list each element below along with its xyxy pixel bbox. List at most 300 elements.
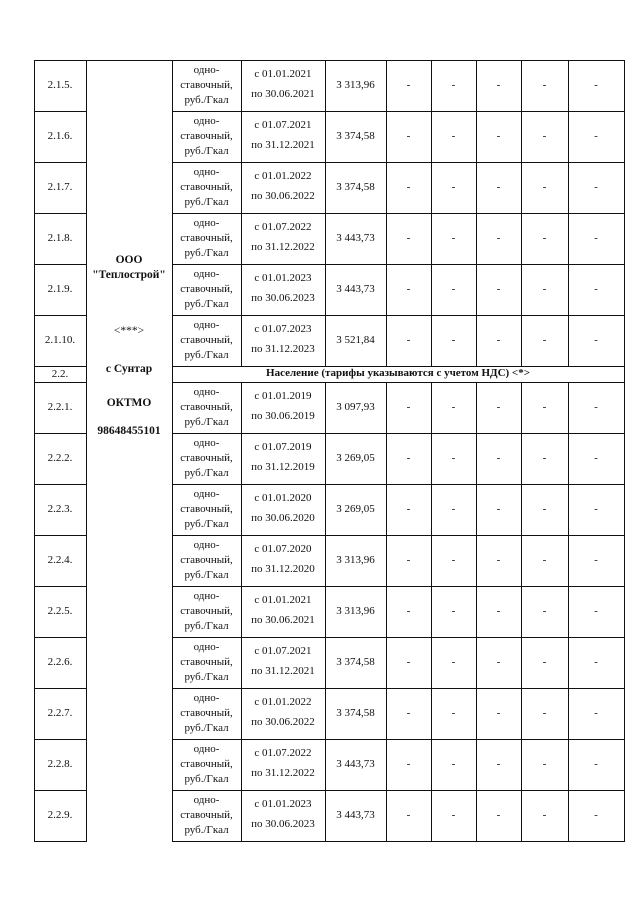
- tariff-type-line: руб./Гкал: [184, 722, 229, 734]
- column-divider: [568, 586, 569, 637]
- tariff-value: 3 443,73: [336, 283, 375, 295]
- tariff-type-line: одно-: [193, 437, 220, 449]
- empty-value-dash: -: [496, 452, 501, 464]
- column-divider: [241, 637, 242, 688]
- column-divider: [241, 790, 242, 841]
- tariff-type-line: ставочный,: [180, 283, 233, 295]
- empty-value-dash: -: [542, 503, 547, 515]
- row-number: 2.2.2.: [47, 452, 73, 464]
- column-divider: [386, 433, 387, 484]
- empty-value-dash: -: [406, 809, 411, 821]
- tariff-period: [241, 213, 325, 264]
- period-to: по 31.12.2021: [251, 665, 315, 678]
- tariff-type-line: руб./Гкал: [184, 349, 229, 361]
- column-divider: [431, 382, 432, 433]
- tariff-type-line: руб./Гкал: [184, 416, 229, 428]
- row-number: 2.2.4.: [47, 554, 73, 566]
- column-divider: [241, 739, 242, 790]
- column-divider: [325, 535, 326, 586]
- tariff-type-line: ставочный,: [180, 79, 233, 91]
- column-divider: [386, 60, 387, 111]
- empty-value-dash: -: [542, 809, 547, 821]
- tariff-type-line: одно-: [193, 268, 220, 280]
- period-to: по 31.12.2022: [251, 767, 315, 780]
- tariff-value: 3 521,84: [336, 334, 375, 346]
- column-divider: [521, 433, 522, 484]
- column-divider: [241, 264, 242, 315]
- tariff-type-line: ставочный,: [180, 130, 233, 142]
- column-divider: [241, 535, 242, 586]
- empty-value-dash: -: [406, 232, 411, 244]
- empty-value-dash: -: [406, 181, 411, 193]
- period-to: по 30.06.2022: [251, 716, 315, 729]
- empty-value-dash: -: [542, 707, 547, 719]
- row-number: 2.2.7.: [47, 707, 73, 719]
- column-divider: [476, 586, 477, 637]
- tariff-type-line: ставочный,: [180, 605, 233, 617]
- column-divider: [568, 484, 569, 535]
- column-divider: [476, 535, 477, 586]
- period-to: по 30.06.2023: [251, 292, 315, 305]
- section-number: 2.2.: [51, 367, 69, 380]
- tariff-type-line: одно-: [193, 319, 220, 331]
- column-divider: [476, 111, 477, 162]
- column-divider: [431, 60, 432, 111]
- column-divider: [521, 790, 522, 841]
- column-divider: [521, 586, 522, 637]
- tariff-type-line: одно-: [193, 166, 220, 178]
- tariff-type-line: одно-: [193, 386, 220, 398]
- row-number: 2.1.7.: [47, 181, 73, 193]
- empty-value-dash: -: [451, 605, 456, 617]
- column-divider: [476, 382, 477, 433]
- tariff-type-line: руб./Гкал: [184, 671, 229, 683]
- empty-value-dash: -: [496, 181, 501, 193]
- column-divider: [34, 60, 35, 842]
- tariff-type-line: ставочный,: [180, 181, 233, 193]
- column-divider: [241, 586, 242, 637]
- period-from: с 01.01.2022: [254, 695, 312, 708]
- empty-value-dash: -: [542, 554, 547, 566]
- column-divider: [241, 484, 242, 535]
- column-divider: [521, 264, 522, 315]
- column-divider: [172, 60, 173, 842]
- tariff-type-line: руб./Гкал: [184, 518, 229, 530]
- column-divider: [476, 315, 477, 366]
- tariff-value: 3 269,05: [336, 503, 375, 515]
- tariff-type-line: руб./Гкал: [184, 467, 229, 479]
- column-divider: [386, 586, 387, 637]
- tariff-type: [172, 739, 241, 790]
- column-divider: [476, 162, 477, 213]
- column-divider: [521, 382, 522, 433]
- period-from: с 01.01.2023: [254, 271, 312, 284]
- table-top-border: [34, 60, 624, 61]
- tariff-period: [241, 264, 325, 315]
- tariff-type-line: руб./Гкал: [184, 196, 229, 208]
- column-divider: [476, 688, 477, 739]
- column-divider: [386, 315, 387, 366]
- empty-value-dash: -: [594, 758, 598, 770]
- org-name-line1: ООО: [115, 254, 143, 266]
- column-divider: [386, 688, 387, 739]
- empty-value-dash: -: [542, 181, 547, 193]
- empty-value-dash: -: [496, 334, 501, 346]
- column-divider: [476, 60, 477, 111]
- tariff-type-line: одно-: [193, 115, 220, 127]
- empty-value-dash: -: [406, 503, 411, 515]
- column-divider: [568, 739, 569, 790]
- column-divider: [325, 484, 326, 535]
- period-from: с 01.07.2021: [254, 118, 312, 131]
- empty-value-dash: -: [594, 656, 598, 668]
- tariff-type-line: ставочный,: [180, 707, 233, 719]
- org-oktmo-label: ОКТМО: [106, 397, 152, 409]
- column-divider: [521, 213, 522, 264]
- period-to: по 30.06.2019: [251, 410, 315, 423]
- period-to: по 30.06.2020: [251, 512, 315, 525]
- column-divider: [568, 111, 569, 162]
- empty-value-dash: -: [594, 605, 598, 617]
- empty-value-dash: -: [496, 79, 501, 91]
- column-divider: [568, 535, 569, 586]
- period-to: по 30.06.2022: [251, 190, 315, 203]
- column-divider: [86, 60, 87, 842]
- tariff-period: [241, 382, 325, 433]
- empty-value-dash: -: [496, 809, 501, 821]
- column-divider: [431, 484, 432, 535]
- empty-value-dash: -: [451, 401, 456, 413]
- column-divider: [386, 162, 387, 213]
- empty-value-dash: -: [542, 656, 547, 668]
- column-divider: [568, 213, 569, 264]
- empty-value-dash: -: [451, 452, 456, 464]
- column-divider: [521, 315, 522, 366]
- tariff-type-line: одно-: [193, 641, 220, 653]
- empty-value-dash: -: [451, 503, 456, 515]
- tariff-type-line: одно-: [193, 692, 220, 704]
- empty-value-dash: -: [542, 232, 547, 244]
- empty-value-dash: -: [594, 452, 598, 464]
- column-divider: [521, 688, 522, 739]
- column-divider: [386, 213, 387, 264]
- tariff-type-line: одно-: [193, 64, 220, 76]
- tariff-type-line: ставочный,: [180, 232, 233, 244]
- column-divider: [325, 739, 326, 790]
- period-from: с 01.01.2021: [254, 593, 312, 606]
- row-number: 2.2.9.: [47, 809, 73, 821]
- row-divider: [172, 841, 624, 842]
- empty-value-dash: -: [406, 554, 411, 566]
- tariff-type: [172, 484, 241, 535]
- empty-value-dash: -: [594, 401, 598, 413]
- empty-value-dash: -: [451, 232, 456, 244]
- empty-value-dash: -: [594, 809, 598, 821]
- tariff-period: [241, 637, 325, 688]
- tariff-type-line: руб./Гкал: [184, 247, 229, 259]
- tariff-type-line: одно-: [193, 743, 220, 755]
- tariff-type-line: ставочный,: [180, 503, 233, 515]
- period-from: с 01.01.2022: [254, 169, 312, 182]
- column-divider: [568, 382, 569, 433]
- column-divider: [568, 790, 569, 841]
- tariff-type-line: ставочный,: [180, 809, 233, 821]
- period-from: с 01.01.2020: [254, 491, 312, 504]
- tariff-value: 3 269,05: [336, 452, 375, 464]
- column-divider: [476, 790, 477, 841]
- column-divider: [386, 535, 387, 586]
- empty-value-dash: -: [451, 656, 456, 668]
- tariff-type-line: ставочный,: [180, 656, 233, 668]
- empty-value-dash: -: [496, 707, 501, 719]
- tariff-value: 3 443,73: [336, 232, 375, 244]
- empty-value-dash: -: [542, 401, 547, 413]
- empty-value-dash: -: [594, 130, 598, 142]
- tariff-type-line: руб./Гкал: [184, 145, 229, 157]
- tariff-type: [172, 162, 241, 213]
- period-to: по 31.12.2021: [251, 139, 315, 152]
- tariff-period: [241, 60, 325, 111]
- row-number: 2.1.10.: [44, 334, 76, 346]
- tariff-value: 3 374,58: [336, 130, 375, 142]
- column-divider: [431, 315, 432, 366]
- column-divider: [325, 688, 326, 739]
- period-to: по 30.06.2021: [251, 614, 315, 627]
- column-divider: [521, 162, 522, 213]
- column-divider: [325, 382, 326, 433]
- empty-value-dash: -: [542, 130, 547, 142]
- empty-value-dash: -: [406, 707, 411, 719]
- column-divider: [568, 162, 569, 213]
- row-number: 2.2.8.: [47, 758, 73, 770]
- tariff-type: [172, 315, 241, 366]
- empty-value-dash: -: [406, 605, 411, 617]
- column-divider: [386, 264, 387, 315]
- empty-value-dash: -: [406, 79, 411, 91]
- empty-value-dash: -: [496, 232, 501, 244]
- empty-value-dash: -: [496, 503, 501, 515]
- column-divider: [568, 60, 569, 111]
- empty-value-dash: -: [594, 283, 598, 295]
- column-divider: [431, 535, 432, 586]
- empty-value-dash: -: [496, 554, 501, 566]
- row-number: 2.1.8.: [47, 232, 73, 244]
- empty-value-dash: -: [542, 334, 547, 346]
- period-from: с 01.01.2023: [254, 797, 312, 810]
- tariff-type: [172, 586, 241, 637]
- period-to: по 31.12.2019: [251, 461, 315, 474]
- empty-value-dash: -: [451, 809, 456, 821]
- column-divider: [624, 60, 625, 842]
- column-divider: [431, 433, 432, 484]
- empty-value-dash: -: [406, 401, 411, 413]
- tariff-type: [172, 637, 241, 688]
- period-from: с 01.01.2021: [254, 67, 312, 80]
- tariff-period: [241, 315, 325, 366]
- empty-value-dash: -: [406, 334, 411, 346]
- tariff-type-line: руб./Гкал: [184, 620, 229, 632]
- tariff-type-line: одно-: [193, 217, 220, 229]
- column-divider: [325, 162, 326, 213]
- period-from: с 01.07.2019: [254, 440, 312, 453]
- row-number: 2.2.5.: [47, 605, 73, 617]
- empty-value-dash: -: [594, 181, 598, 193]
- tariff-type-line: руб./Гкал: [184, 94, 229, 106]
- tariff-type-line: ставочный,: [180, 334, 233, 346]
- column-divider: [568, 688, 569, 739]
- column-divider: [241, 60, 242, 111]
- empty-value-dash: -: [594, 707, 598, 719]
- empty-value-dash: -: [451, 758, 456, 770]
- column-divider: [431, 162, 432, 213]
- tariff-type-line: одно-: [193, 539, 220, 551]
- column-divider: [241, 315, 242, 366]
- column-divider: [568, 433, 569, 484]
- tariff-type-line: одно-: [193, 794, 220, 806]
- tariff-period: [241, 484, 325, 535]
- column-divider: [521, 739, 522, 790]
- column-divider: [431, 213, 432, 264]
- period-to: по 31.12.2020: [251, 563, 315, 576]
- empty-value-dash: -: [451, 707, 456, 719]
- column-divider: [521, 60, 522, 111]
- period-from: с 01.01.2019: [254, 389, 312, 402]
- empty-value-dash: -: [406, 452, 411, 464]
- tariff-value: 3 443,73: [336, 758, 375, 770]
- tariff-type: [172, 433, 241, 484]
- empty-value-dash: -: [542, 605, 547, 617]
- tariff-period: [241, 586, 325, 637]
- tariff-period: [241, 535, 325, 586]
- empty-value-dash: -: [451, 554, 456, 566]
- empty-value-dash: -: [496, 283, 501, 295]
- org-settlement: с Сунтар: [105, 363, 153, 375]
- tariff-type: [172, 535, 241, 586]
- column-divider: [325, 111, 326, 162]
- tariff-type-line: ставочный,: [180, 554, 233, 566]
- empty-value-dash: -: [542, 79, 547, 91]
- empty-value-dash: -: [594, 554, 598, 566]
- column-divider: [241, 162, 242, 213]
- empty-value-dash: -: [451, 334, 456, 346]
- empty-value-dash: -: [542, 758, 547, 770]
- row-number: 2.1.5.: [47, 79, 73, 91]
- column-divider: [431, 637, 432, 688]
- column-divider: [521, 484, 522, 535]
- column-divider: [241, 382, 242, 433]
- row-number: 2.2.3.: [47, 503, 73, 515]
- tariff-type-line: ставочный,: [180, 452, 233, 464]
- empty-value-dash: -: [451, 283, 456, 295]
- column-divider: [386, 382, 387, 433]
- empty-value-dash: -: [496, 758, 501, 770]
- tariff-value: 3 443,73: [336, 809, 375, 821]
- tariff-period: [241, 739, 325, 790]
- column-divider: [325, 433, 326, 484]
- empty-value-dash: -: [496, 130, 501, 142]
- row-number: 2.2.6.: [47, 656, 73, 668]
- row-number: 2.1.9.: [47, 283, 73, 295]
- column-divider: [521, 535, 522, 586]
- period-from: с 01.07.2020: [254, 542, 312, 555]
- column-divider: [241, 688, 242, 739]
- tariff-type: [172, 790, 241, 841]
- column-divider: [386, 739, 387, 790]
- column-divider: [476, 264, 477, 315]
- empty-value-dash: -: [594, 79, 598, 91]
- tariff-type: [172, 111, 241, 162]
- column-divider: [386, 637, 387, 688]
- column-divider: [325, 213, 326, 264]
- org-marker: <***>: [113, 325, 145, 337]
- period-to: по 31.12.2022: [251, 241, 315, 254]
- row-divider: [34, 841, 86, 842]
- column-divider: [431, 264, 432, 315]
- tariff-value: 3 313,96: [336, 554, 375, 566]
- tariff-type: [172, 264, 241, 315]
- tariff-value: 3 374,58: [336, 181, 375, 193]
- column-divider: [476, 484, 477, 535]
- period-from: с 01.07.2021: [254, 644, 312, 657]
- empty-value-dash: -: [496, 605, 501, 617]
- column-divider: [476, 433, 477, 484]
- tariff-type-line: руб./Гкал: [184, 773, 229, 785]
- tariff-value: 3 374,58: [336, 656, 375, 668]
- column-divider: [325, 315, 326, 366]
- tariff-type: [172, 213, 241, 264]
- column-divider: [476, 739, 477, 790]
- period-from: с 01.07.2022: [254, 746, 312, 759]
- empty-value-dash: -: [594, 232, 598, 244]
- tariff-type: [172, 60, 241, 111]
- period-to: по 30.06.2021: [251, 88, 315, 101]
- tariff-type-line: руб./Гкал: [184, 824, 229, 836]
- empty-value-dash: -: [406, 656, 411, 668]
- column-divider: [476, 213, 477, 264]
- column-divider: [325, 790, 326, 841]
- empty-value-dash: -: [496, 656, 501, 668]
- empty-value-dash: -: [594, 334, 598, 346]
- tariff-period: [241, 111, 325, 162]
- org-name-line2: "Теплострой": [92, 269, 166, 281]
- column-divider: [325, 264, 326, 315]
- tariff-value: 3 097,93: [336, 401, 375, 413]
- column-divider: [476, 637, 477, 688]
- column-divider: [568, 315, 569, 366]
- column-divider: [431, 739, 432, 790]
- column-divider: [431, 586, 432, 637]
- column-divider: [386, 790, 387, 841]
- row-number: 2.1.6.: [47, 130, 73, 142]
- period-to: по 31.12.2023: [251, 343, 315, 356]
- empty-value-dash: -: [542, 452, 547, 464]
- tariff-type: [172, 382, 241, 433]
- org-oktmo-code: 98648455101: [97, 425, 161, 437]
- column-divider: [325, 586, 326, 637]
- column-divider: [431, 790, 432, 841]
- row-number: 2.2.1.: [47, 401, 73, 413]
- column-divider: [241, 111, 242, 162]
- column-divider: [386, 484, 387, 535]
- tariff-value: 3 313,96: [336, 79, 375, 91]
- tariff-type-line: ставочный,: [180, 401, 233, 413]
- column-divider: [568, 637, 569, 688]
- column-divider: [241, 433, 242, 484]
- period-to: по 30.06.2023: [251, 818, 315, 831]
- empty-value-dash: -: [451, 130, 456, 142]
- column-divider: [521, 111, 522, 162]
- empty-value-dash: -: [406, 130, 411, 142]
